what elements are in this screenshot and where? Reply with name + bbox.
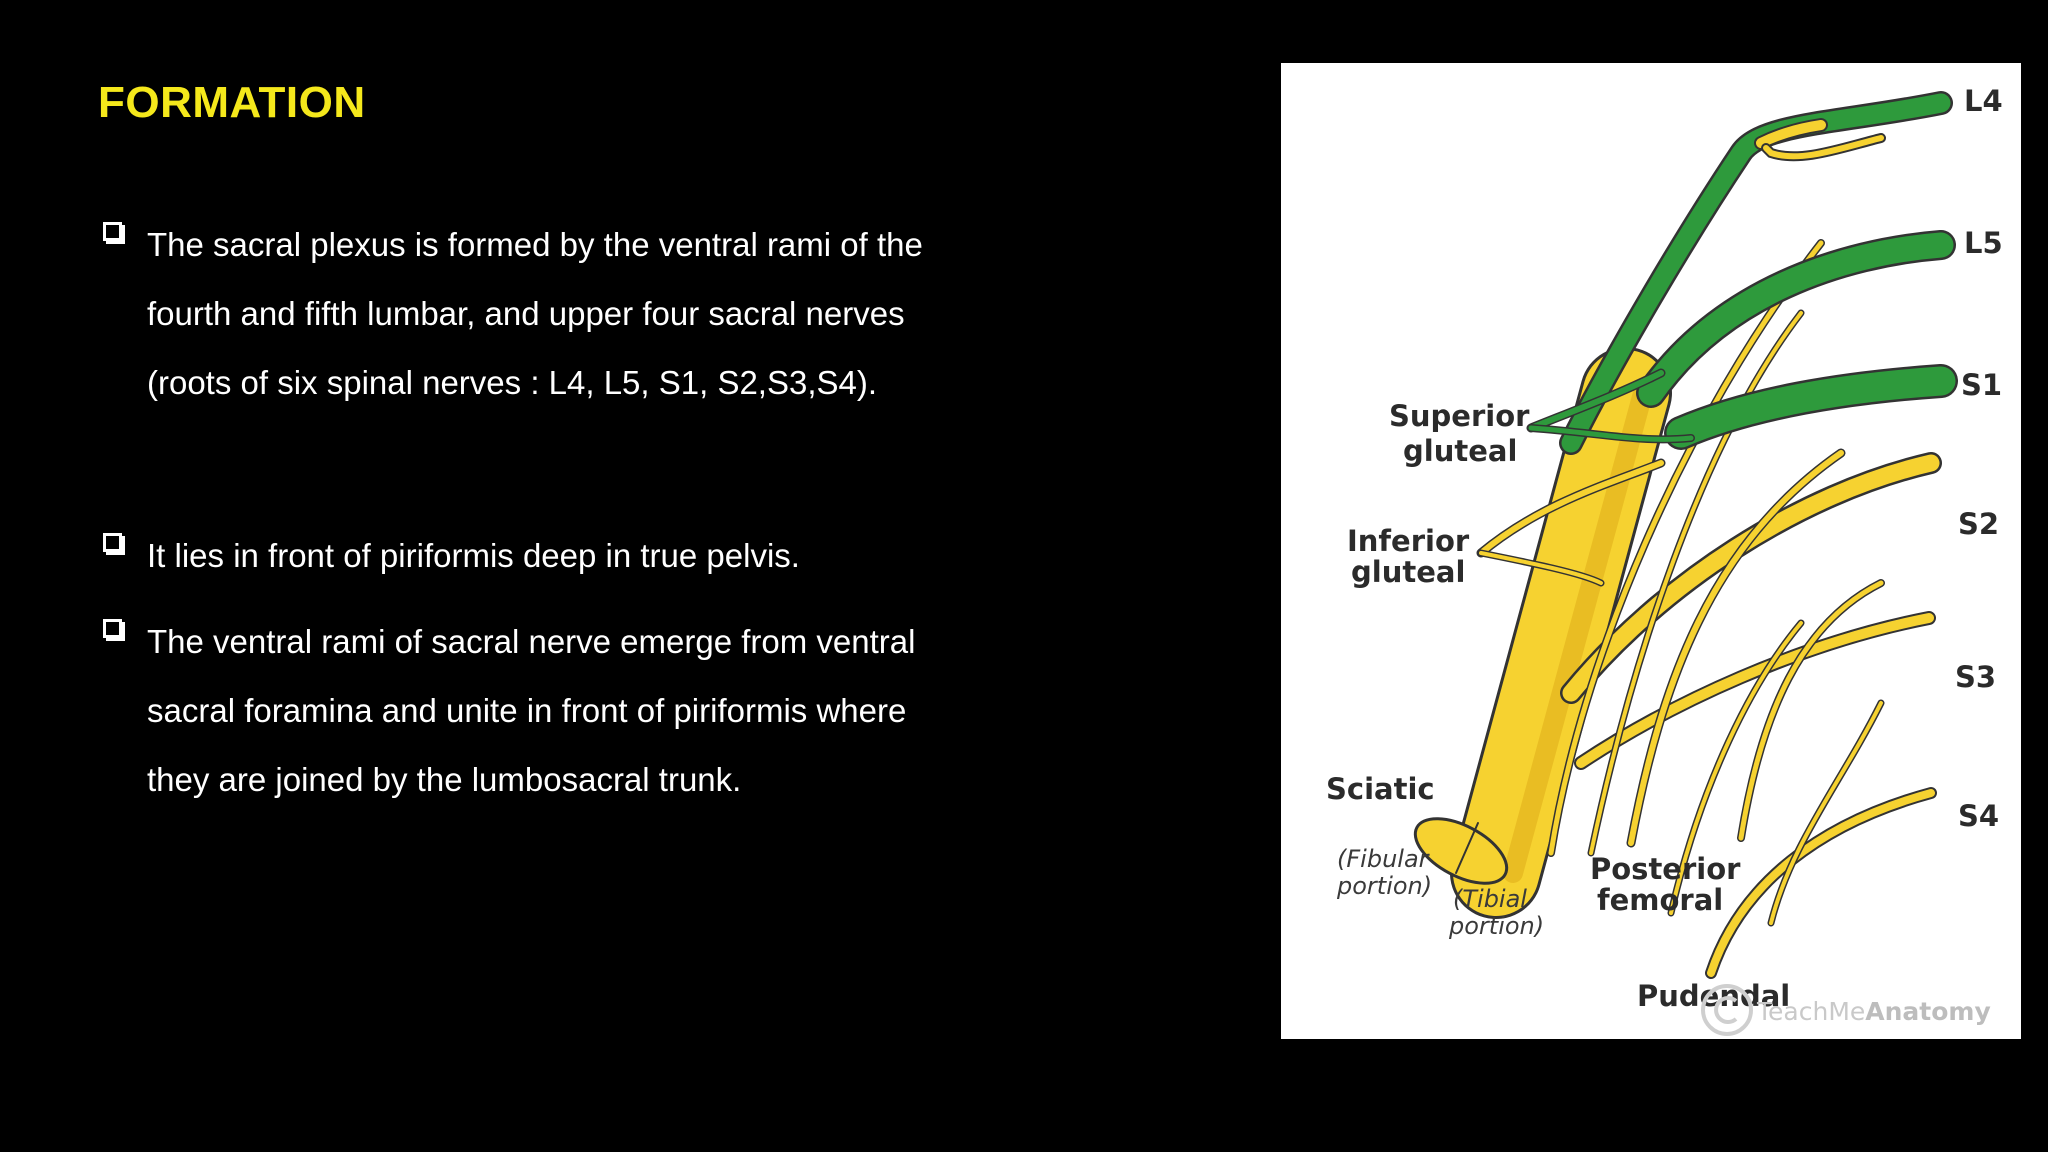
checkbox-bullet-icon: [103, 222, 122, 241]
bullet-line: sacral foramina and unite in front of piriformis where: [147, 692, 907, 729]
label-posterior-femoral-2: femoral: [1597, 883, 1724, 917]
label-fibular-portion-1: (Fibular: [1337, 845, 1429, 873]
root-labels: [1955, 84, 2003, 833]
checkbox-bullet-icon: [103, 533, 122, 552]
bullet-line: fourth and fifth lumbar, and upper four sacral nerves: [147, 295, 905, 332]
label-superior-gluteal-1: Superior: [1389, 399, 1530, 433]
bullet-line: It lies in front of piriformis deep in true pelvis.: [147, 537, 800, 574]
label-superior-gluteal-2: gluteal: [1403, 434, 1518, 468]
label-inferior-gluteal-1: Inferior: [1347, 524, 1470, 558]
watermark-text: TeachMeAnatomy: [1757, 997, 1991, 1026]
label-tibial-portion-1: (Tibial: [1453, 885, 1527, 913]
checkbox-bullet-icon: [103, 619, 122, 638]
lumbar-roots: [1531, 103, 1941, 443]
bullet-item: [98, 607, 998, 814]
label-tibial-portion-2: portion): [1449, 912, 1545, 940]
root-label-l4: L4: [1964, 84, 2003, 118]
root-label-s2: S2: [1958, 507, 2000, 541]
label-sciatic: Sciatic: [1326, 772, 1435, 806]
slide-title: FORMATION: [98, 78, 366, 127]
root-label-s4: S4: [1958, 799, 2000, 833]
bullet-item: [98, 210, 998, 417]
bullet-line: they are joined by the lumbosacral trunk.: [147, 761, 742, 798]
label-pudendal: Pudendal: [1637, 979, 1791, 1013]
bullet-line: The ventral rami of sacral nerve emerge from ventral: [147, 623, 916, 660]
sacral-plexus-diagram: [1281, 63, 2021, 1039]
label-fibular-portion-2: portion): [1337, 872, 1433, 900]
root-label-l5: L5: [1964, 226, 2003, 260]
sacral-plexus-figure: [1281, 63, 2021, 1039]
bullet-item: [98, 521, 998, 590]
bullet-line: The sacral plexus is formed by the ventral rami of the: [147, 226, 923, 263]
root-label-s3: S3: [1955, 660, 1997, 694]
bullet-line: (roots of six spinal nerves : L4, L5, S1, S2,S3,S4).: [147, 364, 878, 401]
label-inferior-gluteal-2: gluteal: [1351, 555, 1466, 589]
root-label-s1: S1: [1961, 368, 2003, 402]
label-posterior-femoral-1: Posterior: [1590, 852, 1741, 886]
